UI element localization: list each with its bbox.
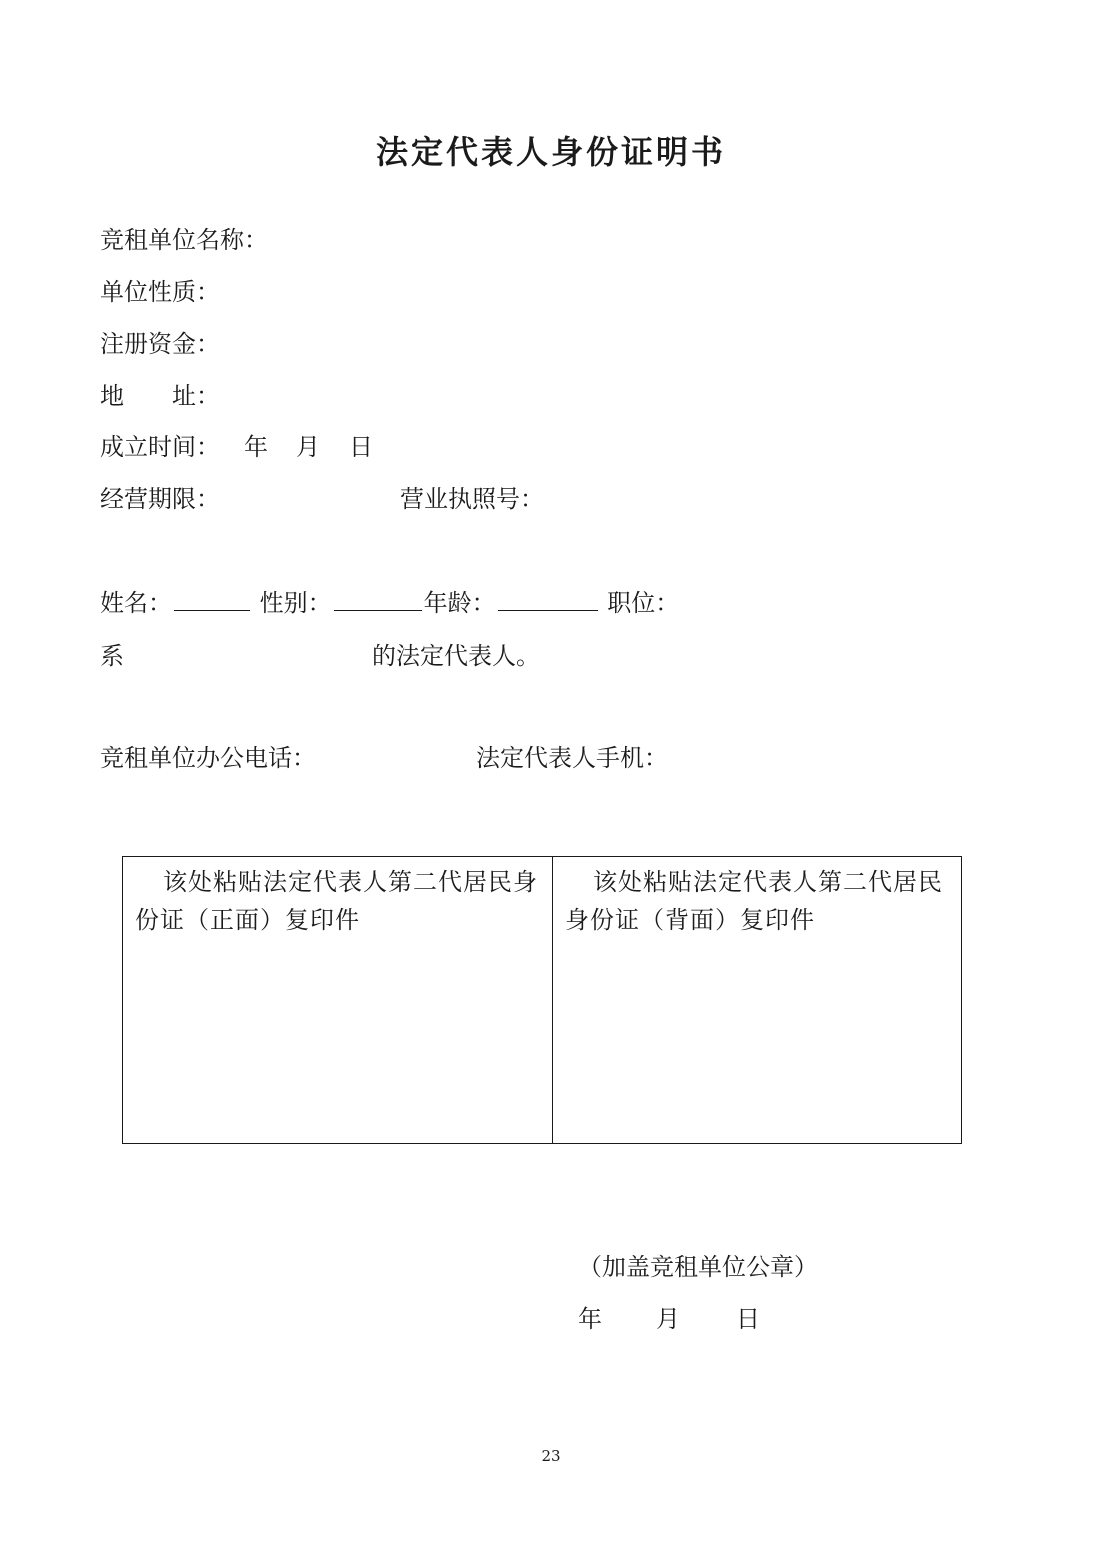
unit-nature-field [100,276,220,308]
address-label: 地 址： [100,382,220,410]
position-label: 职位： [607,589,680,617]
address-field [100,380,220,412]
statement-suffix: 的法定代表人。 [372,642,540,670]
id-card-table [122,856,962,1144]
page-number: 23 [541,1447,561,1465]
gender-blank [334,588,422,611]
age-blank [498,588,598,611]
registered-capital-field [100,328,220,360]
seal-label: （加盖竞租单位公章） [578,1253,818,1281]
id-card-back-cell: 该处粘贴法定代表人第二代居民身份证（背面）复印件 [565,868,943,934]
unit-nature-label: 单位性质： [100,278,220,306]
signature-day-label: 日 [736,1305,760,1333]
bidder-name-field [100,224,268,256]
signature-month-label: 月 [656,1305,680,1333]
age-label: 年龄： [423,589,496,617]
gender-label: 性别： [259,589,332,617]
id-card-front-cell: 该处粘贴法定代表人第二代居民身份证（正面）复印件 [123,857,553,1143]
bidder-name-label: 竞租单位名称： [100,226,268,254]
established-month-label: 月 [296,433,320,461]
representative-info-line [100,587,679,619]
established-date-field [100,431,220,463]
business-term-field [100,483,220,515]
mobile-label: 法定代表人手机： [476,744,668,772]
signature-year-label: 年 [578,1305,602,1333]
statement-prefix: 系 [100,642,124,670]
name-label: 姓名： [100,589,172,617]
established-year-label: 年 [244,433,268,461]
office-phone-label: 竞租单位办公电话： [100,744,316,772]
established-day-label: 日 [349,433,373,461]
business-term-label: 经营期限： [100,485,220,513]
registered-capital-label: 注册资金： [100,330,220,358]
name-blank [174,588,250,611]
license-number-label: 营业执照号： [400,485,544,513]
document-title: 法定代表人身份证明书 [375,133,726,171]
established-label: 成立时间： [100,433,220,461]
